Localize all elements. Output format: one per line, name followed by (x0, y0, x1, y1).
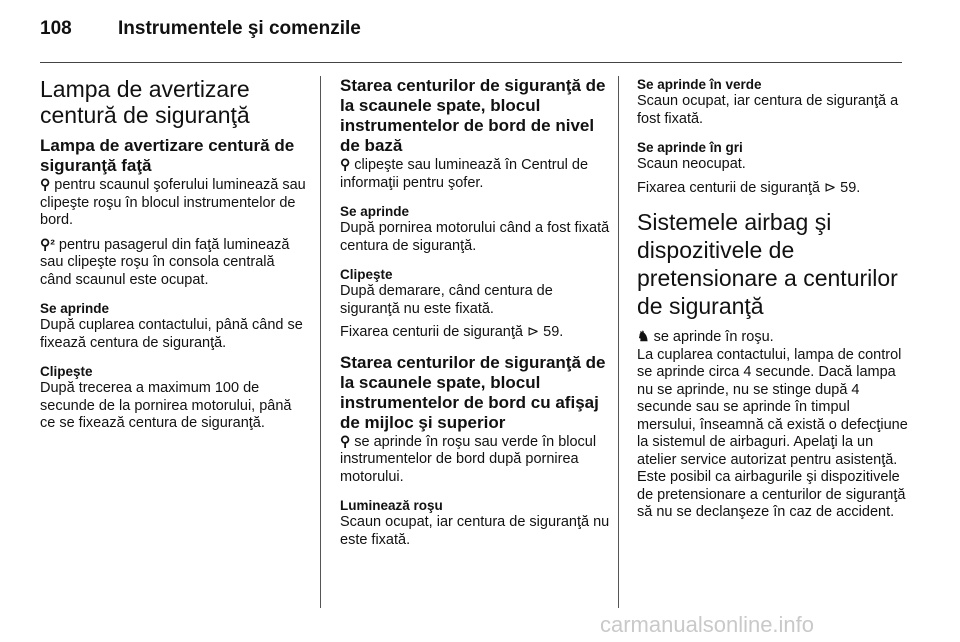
paragraph: ♞ se aprinde în roşu. (637, 328, 774, 345)
column-divider (618, 76, 619, 608)
passenger-seatbelt-icon: ⚲² (40, 235, 55, 252)
cross-reference: Fixarea centurii de siguranţă ⊳ 59. (340, 324, 564, 340)
section-heading: Lampa de avertizare centură de siguranţă (40, 76, 250, 128)
seatbelt-icon: ⚲ (340, 432, 351, 449)
paragraph: După pornirea motorului când a fost fixată centura de siguranţă. (340, 220, 610, 254)
label-heading: Se aprinde în gri (637, 140, 743, 155)
subsection-heading: Starea centurilor de siguranţă de la scaunele spate, blocul instrumentelor de bord cu afişaj de mijloc şi superior (340, 352, 606, 432)
paragraph: La cuplarea contactului, lampa de control se aprinde circa 4 secunde. Dacă lampa nu se aprinde, nu se stinge după 4 secunde sau se aprinde în timpul mersului, înseamnă că există o defecţiune la sistemul de airbaguri. Apelaţi la un atelier service autorizat pentru asistenţă. Este posibil ca airbagurile şi dispozitivele de pretensionare a centurilor de siguranţă să nu se declanşeze în caz de accident. (637, 346, 908, 520)
section-heading: Sistemele airbag şi dispozitivele de pretensionare a centurilor de siguranţă (637, 209, 898, 319)
column-1 (40, 76, 310, 433)
subsection-heading: Lampa de avertizare centură de siguranţă faţă (40, 136, 295, 175)
cross-reference: Fixarea centurii de siguranţă ⊳ 59. (637, 179, 861, 196)
label-heading: Se aprinde (340, 204, 410, 219)
page-title: Instrumentele şi comenzile (118, 18, 361, 39)
watermark: carmanualsonline.info (600, 612, 815, 637)
label-heading: Se aprinde (40, 301, 110, 316)
page-header (40, 18, 920, 48)
paragraph: Scaun neocupat. (637, 156, 746, 172)
label-heading: Clipeşte (40, 364, 93, 379)
label-heading: Luminează roşu (340, 498, 443, 513)
paragraph: Scaun ocupat, iar centura de siguranţă a fost fixată. (637, 93, 899, 127)
paragraph: După demarare, când centura de siguranţă nu este fixată. (340, 283, 553, 317)
paragraph: ⚲ clipeşte sau luminează în Centrul de informaţii pentru şofer. (340, 156, 589, 191)
label-heading: Se aprinde în verde (637, 77, 762, 92)
paragraph: ⚲ se aprinde în roşu sau verde în blocul instrumentelor de bord după pornirea motorului. (340, 432, 597, 485)
paragraph: După cuplarea contactului, până când se fixează centura de siguranţă. (40, 317, 303, 351)
person-seatbelt-icon: ⚲ (40, 176, 51, 192)
column-2 (340, 76, 610, 549)
label-heading: Clipeşte (340, 267, 393, 282)
paragraph: ⚲ pentru scaunul şoferului luminează sau clipeşte roşu în blocul instrumentelor de bord. (40, 176, 306, 228)
column-3 (637, 76, 912, 522)
airbag-icon: ♞ (637, 328, 650, 344)
page-number: 108 (40, 18, 72, 39)
column-divider (320, 76, 321, 608)
paragraph: După trecerea a maximum 100 de secunde de la pornirea motorului, până ce se fixează centura de siguranţă. (40, 380, 292, 431)
seatbelt-icon: ⚲ (340, 156, 351, 172)
subsection-heading: Starea centurilor de siguranţă de la scaunele spate, blocul instrumentelor de bord de nivel de bază (340, 76, 606, 155)
paragraph: ⚲² pentru pasagerul din faţă luminează sau clipeşte roşu în consola centrală când scaunul este ocupat. (40, 235, 290, 288)
header-rule (40, 62, 902, 63)
paragraph: Scaun ocupat, iar centura de siguranţă nu este fixată. (340, 514, 610, 548)
